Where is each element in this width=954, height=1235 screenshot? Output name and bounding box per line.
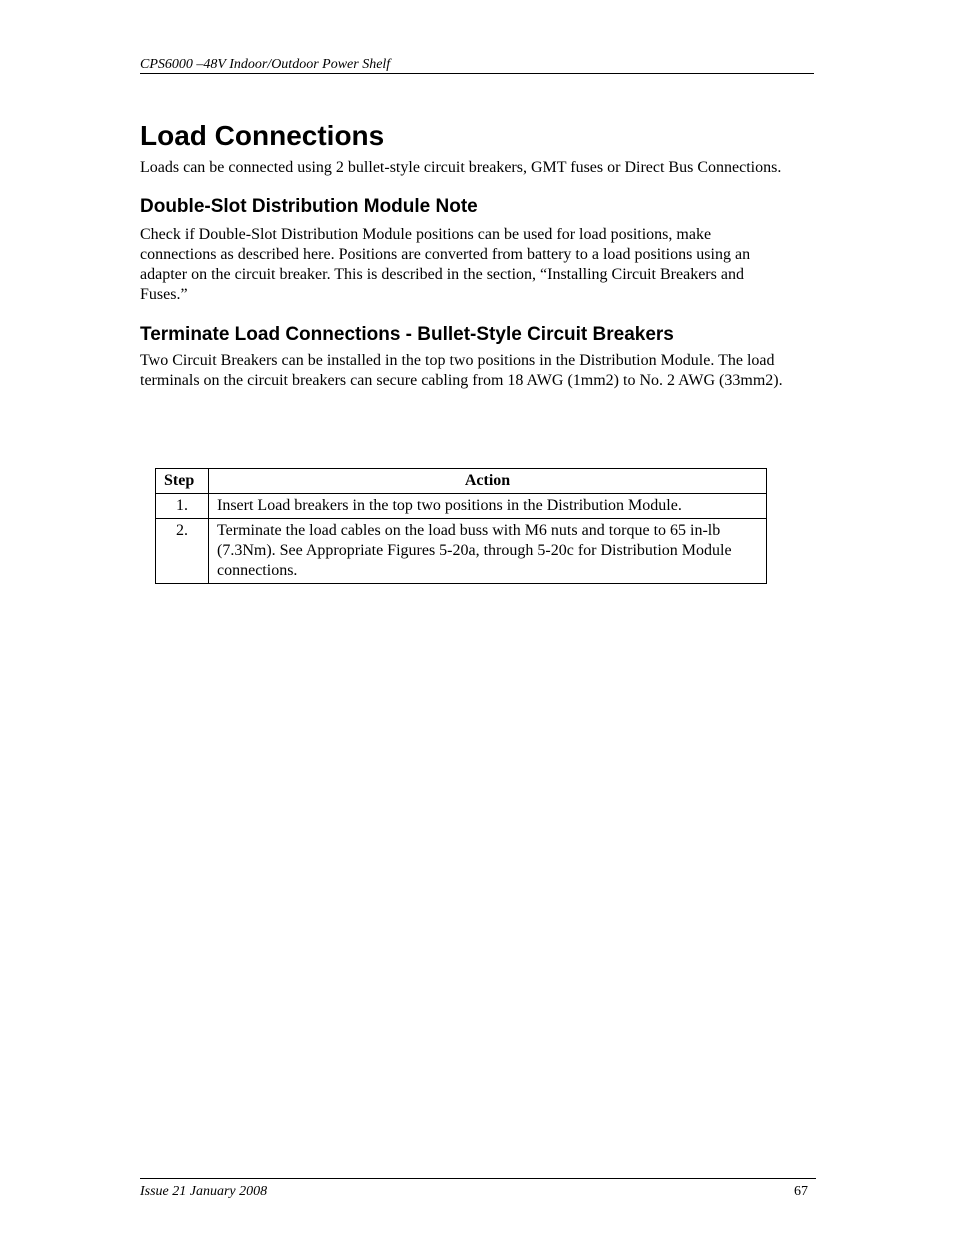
column-header-step: Step bbox=[156, 469, 209, 494]
running-header bbox=[140, 55, 814, 74]
running-footer bbox=[140, 1178, 816, 1201]
section-body-double-slot: Check if Double-Slot Distribution Module positions can be used for load positions, make connections as described here. Positions are converted from battery to a load positions using an adapter on the circuit breaker. This is described in the section, “Installing Circuit Breakers and Fuses.” bbox=[140, 226, 751, 303]
table-row bbox=[156, 494, 767, 519]
step-number: 1. bbox=[156, 494, 209, 519]
step-action: Insert Load breakers in the top two positions in the Distribution Module. bbox=[209, 494, 767, 519]
step-action: Terminate the load cables on the load buss with M6 nuts and torque to 65 in-lb (7.3Nm). See Appropriate Figures 5-20a, through 5-20c for Distribution Module connections. bbox=[209, 519, 767, 584]
table-header-row bbox=[156, 469, 767, 494]
main-content bbox=[140, 118, 790, 391]
step-number: 2. bbox=[156, 519, 209, 584]
table-row bbox=[156, 519, 767, 584]
intro-paragraph: Loads can be connected using 2 bullet-style circuit breakers, GMT fuses or Direct Bus Connections. bbox=[140, 159, 782, 176]
document-title: CPS6000 –48V Indoor/Outdoor Power Shelf bbox=[140, 57, 391, 72]
issue-date: Issue 21 January 2008 bbox=[140, 1184, 268, 1199]
section-body-terminate-load: Two Circuit Breakers can be installed in the top two positions in the Distribution Module. The load terminals on the circuit breakers can secure cabling from 18 AWG (1mm2) to No. 2 AWG (33mm2). bbox=[140, 352, 783, 389]
steps-table bbox=[155, 468, 767, 584]
page-number: 67 bbox=[794, 1184, 808, 1199]
section-heading-terminate-load: Terminate Load Connections - Bullet-Style Circuit Breakers bbox=[140, 324, 674, 345]
page-title: Load Connections bbox=[140, 120, 385, 151]
section-heading-double-slot: Double-Slot Distribution Module Note bbox=[140, 196, 478, 217]
column-header-action: Action bbox=[209, 469, 767, 494]
